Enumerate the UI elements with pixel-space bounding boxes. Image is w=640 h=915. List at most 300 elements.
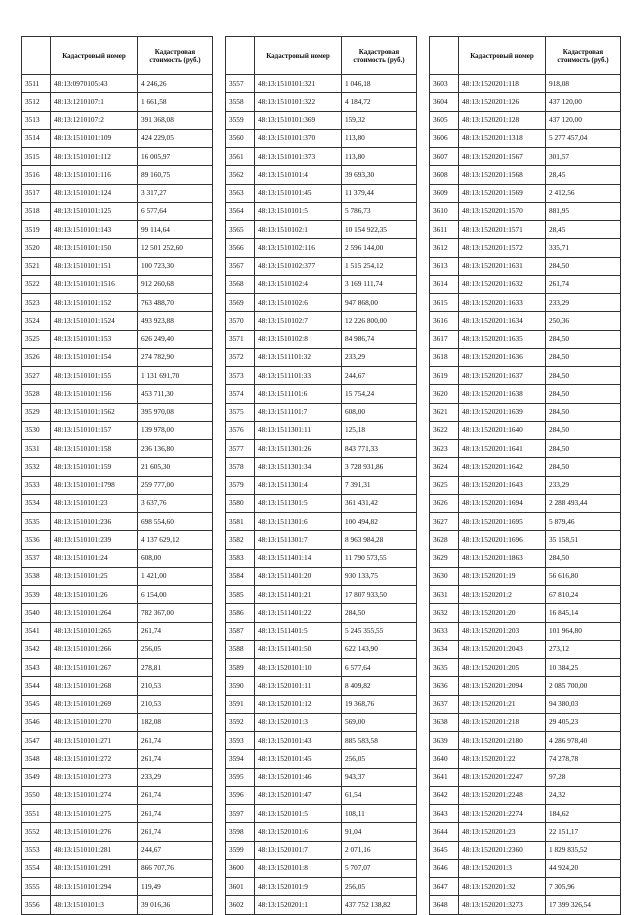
- table-row: [22, 805, 213, 823]
- row-number: 3557: [226, 75, 255, 93]
- cadastral-value: 100 723,30: [138, 257, 213, 275]
- row-number: 3572: [226, 348, 255, 366]
- table-row: [22, 713, 213, 731]
- row-number: 3639: [430, 732, 459, 750]
- cadastral-number: 48:13:1510101:151: [51, 257, 138, 275]
- table-row: [430, 184, 621, 202]
- cadastral-number: 48:13:1510101:269: [51, 695, 138, 713]
- cadastral-number: 48:13:1520201:1572: [459, 239, 546, 257]
- table-row: [226, 129, 417, 147]
- cadastral-number: 48:13:1510101:124: [51, 184, 138, 202]
- cadastral-number: 48:13:1520101:8: [255, 859, 342, 877]
- cadastral-value: 261,74: [138, 805, 213, 823]
- row-number: 3532: [22, 458, 51, 476]
- table-row: [226, 403, 417, 421]
- cadastral-value: 284,50: [546, 440, 621, 458]
- cadastral-value: 284,50: [546, 257, 621, 275]
- table-row: [430, 531, 621, 549]
- cadastral-value: 16 845,14: [546, 604, 621, 622]
- cadastral-value: 335,71: [546, 239, 621, 257]
- table-row: [22, 549, 213, 567]
- row-number: 3646: [430, 859, 459, 877]
- cadastral-value: 918,08: [546, 75, 621, 93]
- table-row: [226, 330, 417, 348]
- cadastral-value: 493 923,88: [138, 312, 213, 330]
- cadastral-value: 256,05: [138, 640, 213, 658]
- cadastral-number: 48:13:1520101:43: [255, 732, 342, 750]
- cadastral-number: 48:13:1510101:236: [51, 513, 138, 531]
- cadastral-number: 48:13:1520201:1633: [459, 294, 546, 312]
- cadastral-number: 48:13:1510102:377: [255, 257, 342, 275]
- cadastral-value: 608,00: [138, 549, 213, 567]
- cadastral-value: 284,50: [546, 330, 621, 348]
- table-row: [430, 622, 621, 640]
- table-row: [22, 367, 213, 385]
- row-number: 3640: [430, 750, 459, 768]
- cadastral-value: 2 071,16: [342, 841, 417, 859]
- table-row: [22, 677, 213, 695]
- table-row: [430, 257, 621, 275]
- cadastral-value: 261,74: [138, 823, 213, 841]
- cadastral-number: 48:13:1510101:112: [51, 148, 138, 166]
- table-row: [226, 823, 417, 841]
- cadastral-value: 782 367,00: [138, 604, 213, 622]
- table-row: [22, 440, 213, 458]
- row-number: 3520: [22, 239, 51, 257]
- table-row: [226, 695, 417, 713]
- table-row: [430, 604, 621, 622]
- header-cadastral-number: Кадастровый номер: [255, 37, 342, 75]
- row-number: 3564: [226, 202, 255, 220]
- cadastral-value: 17 399 326,54: [546, 896, 621, 914]
- row-number: 3620: [430, 385, 459, 403]
- cadastral-value: 19 368,76: [342, 695, 417, 713]
- table-row: [226, 166, 417, 184]
- cadastral-value: 361 431,42: [342, 494, 417, 512]
- cadastral-value: 1 046,18: [342, 75, 417, 93]
- cadastral-number: 48:13:1510101:273: [51, 768, 138, 786]
- cadastral-number: 48:13:1510101:373: [255, 148, 342, 166]
- row-number: 3626: [430, 494, 459, 512]
- cadastral-value: 17 807 933,50: [342, 586, 417, 604]
- cadastral-value: 10 154 922,35: [342, 221, 417, 239]
- cadastral-number: 48:13:1511301:11: [255, 421, 342, 439]
- row-number: 3601: [226, 878, 255, 896]
- cadastral-number: 48:13:1510101:25: [51, 567, 138, 585]
- table-row: [22, 586, 213, 604]
- cadastral-value: 125,18: [342, 421, 417, 439]
- cadastral-number: 48:13:1520101:6: [255, 823, 342, 841]
- table-body: [226, 75, 417, 915]
- row-number: 3623: [430, 440, 459, 458]
- cadastral-value: 395 970,08: [138, 403, 213, 421]
- cadastral-number: 48:13:1520201:1567: [459, 148, 546, 166]
- table-row: [226, 640, 417, 658]
- table-row: [430, 567, 621, 585]
- cadastral-value: 11 379,44: [342, 184, 417, 202]
- cadastral-number: 48:13:1510101:150: [51, 239, 138, 257]
- cadastral-number: 48:13:1511401:22: [255, 604, 342, 622]
- cadastral-value: 885 583,58: [342, 732, 417, 750]
- row-number: 3517: [22, 184, 51, 202]
- row-number: 3594: [226, 750, 255, 768]
- cadastral-value: 569,00: [342, 713, 417, 731]
- table-row: [226, 385, 417, 403]
- cadastral-number: 48:13:1510101:322: [255, 93, 342, 111]
- row-number: 3534: [22, 494, 51, 512]
- cadastral-value: 1 131 691,70: [138, 367, 213, 385]
- row-number: 3593: [226, 732, 255, 750]
- cadastral-value: 233,29: [546, 294, 621, 312]
- cadastral-number: 48:13:1510102:4: [255, 275, 342, 293]
- cadastral-number: 48:13:1520201:128: [459, 111, 546, 129]
- cadastral-number: 48:13:1510101:271: [51, 732, 138, 750]
- table-row: [226, 239, 417, 257]
- cadastral-value: 4 286 978,40: [546, 732, 621, 750]
- row-number: 3581: [226, 513, 255, 531]
- row-number: 3563: [226, 184, 255, 202]
- cadastral-number: 48:13:1520201:118: [459, 75, 546, 93]
- cadastral-value: 284,50: [342, 604, 417, 622]
- row-number: 3538: [22, 567, 51, 585]
- cadastral-number: 48:13:1510102:6: [255, 294, 342, 312]
- cadastral-value: 139 978,00: [138, 421, 213, 439]
- cadastral-value: 24,32: [546, 786, 621, 804]
- cadastral-value: 8 963 984,28: [342, 531, 417, 549]
- row-number: 3624: [430, 458, 459, 476]
- table-row: [226, 421, 417, 439]
- row-number: 3622: [430, 421, 459, 439]
- row-number: 3529: [22, 403, 51, 421]
- header-cadastral-value: Кадастровая стоимость (руб.): [546, 37, 621, 75]
- cadastral-value: 2 085 700,00: [546, 677, 621, 695]
- row-number: 3542: [22, 640, 51, 658]
- row-number: 3568: [226, 275, 255, 293]
- row-number: 3566: [226, 239, 255, 257]
- cadastral-number: 48:13:1520201:22: [459, 750, 546, 768]
- row-number: 3553: [22, 841, 51, 859]
- cadastral-value: 2 288 493,44: [546, 494, 621, 512]
- row-number: 3629: [430, 549, 459, 567]
- cadastral-value: 301,57: [546, 148, 621, 166]
- table-row: [430, 859, 621, 877]
- header-number: [430, 37, 459, 75]
- cadastral-number: 48:13:1511301:4: [255, 476, 342, 494]
- cadastral-number: 48:13:1520201:1631: [459, 257, 546, 275]
- cadastral-number: 48:13:1510101:153: [51, 330, 138, 348]
- table-row: [22, 202, 213, 220]
- cadastral-number: 48:13:1520201:1863: [459, 549, 546, 567]
- table-row: [226, 659, 417, 677]
- cadastral-number: 48:13:1510101:157: [51, 421, 138, 439]
- row-number: 3530: [22, 421, 51, 439]
- row-number: 3604: [430, 93, 459, 111]
- table-row: [22, 148, 213, 166]
- row-number: 3569: [226, 294, 255, 312]
- cadastral-value: 261,74: [138, 732, 213, 750]
- table-row: [22, 385, 213, 403]
- cadastral-number: 48:13:1510101:1524: [51, 312, 138, 330]
- cadastral-value: 94 380,03: [546, 695, 621, 713]
- table-row: [430, 768, 621, 786]
- table-row: [22, 312, 213, 330]
- table-row: [430, 367, 621, 385]
- row-number: 3605: [430, 111, 459, 129]
- table-row: [226, 750, 417, 768]
- row-number: 3598: [226, 823, 255, 841]
- table-row: [430, 312, 621, 330]
- table-row: [22, 604, 213, 622]
- row-number: 3518: [22, 202, 51, 220]
- table-row: [430, 403, 621, 421]
- cadastral-number: 48:13:1510101:4: [255, 166, 342, 184]
- cadastral-number: 48:13:1520201:1318: [459, 129, 546, 147]
- table-row: [226, 275, 417, 293]
- cadastral-number: 48:13:1520101:11: [255, 677, 342, 695]
- cadastral-number: 48:13:1510101:155: [51, 367, 138, 385]
- table-row: [22, 239, 213, 257]
- table-row: [430, 878, 621, 896]
- row-number: 3521: [22, 257, 51, 275]
- cadastral-number: 48:13:1520201:1694: [459, 494, 546, 512]
- cadastral-number: 48:13:1510101:369: [255, 111, 342, 129]
- row-number: 3637: [430, 695, 459, 713]
- row-number: 3588: [226, 640, 255, 658]
- row-number: 3621: [430, 403, 459, 421]
- row-number: 3633: [430, 622, 459, 640]
- row-number: 3556: [22, 896, 51, 914]
- cadastral-number: 48:13:1510101:275: [51, 805, 138, 823]
- cadastral-value: 763 488,70: [138, 294, 213, 312]
- cadastral-value: 61,54: [342, 786, 417, 804]
- table-row: [430, 348, 621, 366]
- row-number: 3513: [22, 111, 51, 129]
- table-row: [22, 513, 213, 531]
- table-row: [430, 166, 621, 184]
- cadastral-number: 48:13:1511401:5: [255, 622, 342, 640]
- row-number: 3535: [22, 513, 51, 531]
- cadastral-number: 48:13:1510101:281: [51, 841, 138, 859]
- cadastral-table: [225, 36, 417, 915]
- cadastral-value: 3 728 931,86: [342, 458, 417, 476]
- cadastral-number: 48:13:1520201:1696: [459, 531, 546, 549]
- row-number: 3550: [22, 786, 51, 804]
- row-number: 3525: [22, 330, 51, 348]
- cadastral-number: 48:13:1520201:1638: [459, 385, 546, 403]
- table-row: [430, 841, 621, 859]
- table-row: [22, 567, 213, 585]
- cadastral-number: 48:13:1510101:152: [51, 294, 138, 312]
- cadastral-number: 48:13:1520201:3: [459, 859, 546, 877]
- cadastral-number: 48:13:1520101:3: [255, 713, 342, 731]
- cadastral-value: 15 754,24: [342, 385, 417, 403]
- cadastral-value: 284,50: [546, 348, 621, 366]
- table-row: [22, 184, 213, 202]
- table-row: [226, 257, 417, 275]
- cadastral-value: 4 137 629,12: [138, 531, 213, 549]
- cadastral-number: 48:13:1520201:1637: [459, 367, 546, 385]
- cadastral-value: 5 245 355,55: [342, 622, 417, 640]
- table-body: [430, 75, 621, 915]
- row-number: 3565: [226, 221, 255, 239]
- cadastral-value: 67 810,24: [546, 586, 621, 604]
- cadastral-value: 437 752 138,82: [342, 896, 417, 914]
- table-row: [430, 750, 621, 768]
- cadastral-value: 5 786,73: [342, 202, 417, 220]
- cadastral-value: 236 136,80: [138, 440, 213, 458]
- cadastral-number: 48:13:1520201:1641: [459, 440, 546, 458]
- cadastral-table: [21, 36, 213, 915]
- cadastral-number: 48:13:1520201:2247: [459, 768, 546, 786]
- cadastral-value: 108,11: [342, 805, 417, 823]
- cadastral-number: 48:13:1510102:116: [255, 239, 342, 257]
- row-number: 3548: [22, 750, 51, 768]
- row-number: 3571: [226, 330, 255, 348]
- row-number: 3576: [226, 421, 255, 439]
- cadastral-value: 284,50: [546, 403, 621, 421]
- cadastral-number: 48:13:1511301:6: [255, 513, 342, 531]
- cadastral-value: 259 777,00: [138, 476, 213, 494]
- table-row: [22, 750, 213, 768]
- cadastral-number: 48:13:1520201:1: [255, 896, 342, 914]
- cadastral-value: 44 924,20: [546, 859, 621, 877]
- cadastral-value: 284,50: [546, 458, 621, 476]
- row-number: 3523: [22, 294, 51, 312]
- header-cadastral-value: Кадастровая стоимость (руб.): [138, 37, 213, 75]
- cadastral-value: 256,05: [342, 878, 417, 896]
- cadastral-number: 48:13:1510101:143: [51, 221, 138, 239]
- row-number: 3579: [226, 476, 255, 494]
- table-row: [226, 476, 417, 494]
- table-row: [22, 75, 213, 93]
- table-row: [430, 111, 621, 129]
- cadastral-number: 48:13:1511301:26: [255, 440, 342, 458]
- table-row: [22, 458, 213, 476]
- row-number: 3512: [22, 93, 51, 111]
- row-number: 3602: [226, 896, 255, 914]
- cadastral-value: 35 158,51: [546, 531, 621, 549]
- cadastral-value: 4 184,72: [342, 93, 417, 111]
- cadastral-number: 48:13:1510101:125: [51, 202, 138, 220]
- table-row: [226, 604, 417, 622]
- table-row: [430, 294, 621, 312]
- row-number: 3543: [22, 659, 51, 677]
- cadastral-number: 48:13:1520101:9: [255, 878, 342, 896]
- table-row: [430, 513, 621, 531]
- table-row: [22, 257, 213, 275]
- row-number: 3514: [22, 129, 51, 147]
- table-row: [226, 805, 417, 823]
- header-number: [226, 37, 255, 75]
- table-row: [226, 440, 417, 458]
- table-row: [226, 713, 417, 731]
- row-number: 3583: [226, 549, 255, 567]
- document-page: [21, 36, 618, 915]
- cadastral-number: 48:13:1520201:19: [459, 567, 546, 585]
- table-row: [430, 659, 621, 677]
- table-row: [22, 129, 213, 147]
- cadastral-value: 1 515 254,12: [342, 257, 417, 275]
- cadastral-value: 39 016,36: [138, 896, 213, 914]
- cadastral-number: 48:13:1511101:6: [255, 385, 342, 403]
- row-number: 3561: [226, 148, 255, 166]
- cadastral-value: 437 120,00: [546, 111, 621, 129]
- table-row: [430, 586, 621, 604]
- cadastral-value: 284,50: [546, 421, 621, 439]
- row-number: 3603: [430, 75, 459, 93]
- table-row: [22, 476, 213, 494]
- cadastral-number: 48:13:1510101:24: [51, 549, 138, 567]
- row-number: 3546: [22, 713, 51, 731]
- table-row: [226, 677, 417, 695]
- table-row: [226, 184, 417, 202]
- table-row: [430, 275, 621, 293]
- row-number: 3584: [226, 567, 255, 585]
- table-row: [226, 221, 417, 239]
- row-number: 3615: [430, 294, 459, 312]
- cadastral-number: 48:13:1510101:268: [51, 677, 138, 695]
- cadastral-value: 210,53: [138, 695, 213, 713]
- table-row: [430, 148, 621, 166]
- cadastral-value: 278,81: [138, 659, 213, 677]
- table-row: [430, 75, 621, 93]
- row-number: 3617: [430, 330, 459, 348]
- row-number: 3619: [430, 367, 459, 385]
- cadastral-value: 3 317,27: [138, 184, 213, 202]
- table-row: [22, 403, 213, 421]
- cadastral-number: 48:13:1520201:218: [459, 713, 546, 731]
- table-row: [22, 93, 213, 111]
- cadastral-number: 48:13:1510101:3: [51, 896, 138, 914]
- cadastral-value: 881,95: [546, 202, 621, 220]
- cadastral-value: 6 577,64: [342, 659, 417, 677]
- cadastral-value: 284,50: [546, 367, 621, 385]
- table-row: [22, 695, 213, 713]
- cadastral-value: 244,67: [342, 367, 417, 385]
- row-number: 3587: [226, 622, 255, 640]
- cadastral-value: 437 120,00: [546, 93, 621, 111]
- table-row: [22, 823, 213, 841]
- cadastral-value: 29 405,23: [546, 713, 621, 731]
- cadastral-number: 48:13:1520201:32: [459, 878, 546, 896]
- table-row: [226, 878, 417, 896]
- table-row: [226, 202, 417, 220]
- cadastral-number: 48:13:1210107:2: [51, 111, 138, 129]
- row-number: 3555: [22, 878, 51, 896]
- row-number: 3551: [22, 805, 51, 823]
- cadastral-number: 48:13:1520201:1695: [459, 513, 546, 531]
- cadastral-number: 48:13:1520201:1569: [459, 184, 546, 202]
- row-number: 3560: [226, 129, 255, 147]
- row-number: 3632: [430, 604, 459, 622]
- cadastral-value: 284,50: [546, 385, 621, 403]
- row-number: 3647: [430, 878, 459, 896]
- cadastral-number: 48:13:1520201:1571: [459, 221, 546, 239]
- row-number: 3616: [430, 312, 459, 330]
- cadastral-value: 2 412,56: [546, 184, 621, 202]
- table-row: [22, 640, 213, 658]
- row-number: 3575: [226, 403, 255, 421]
- table-row: [226, 348, 417, 366]
- row-number: 3630: [430, 567, 459, 585]
- table-row: [430, 476, 621, 494]
- cadastral-value: 261,74: [138, 622, 213, 640]
- cadastral-number: 48:13:1511401:50: [255, 640, 342, 658]
- row-number: 3627: [430, 513, 459, 531]
- cadastral-value: 912 260,68: [138, 275, 213, 293]
- cadastral-value: 626 249,40: [138, 330, 213, 348]
- table-row: [226, 549, 417, 567]
